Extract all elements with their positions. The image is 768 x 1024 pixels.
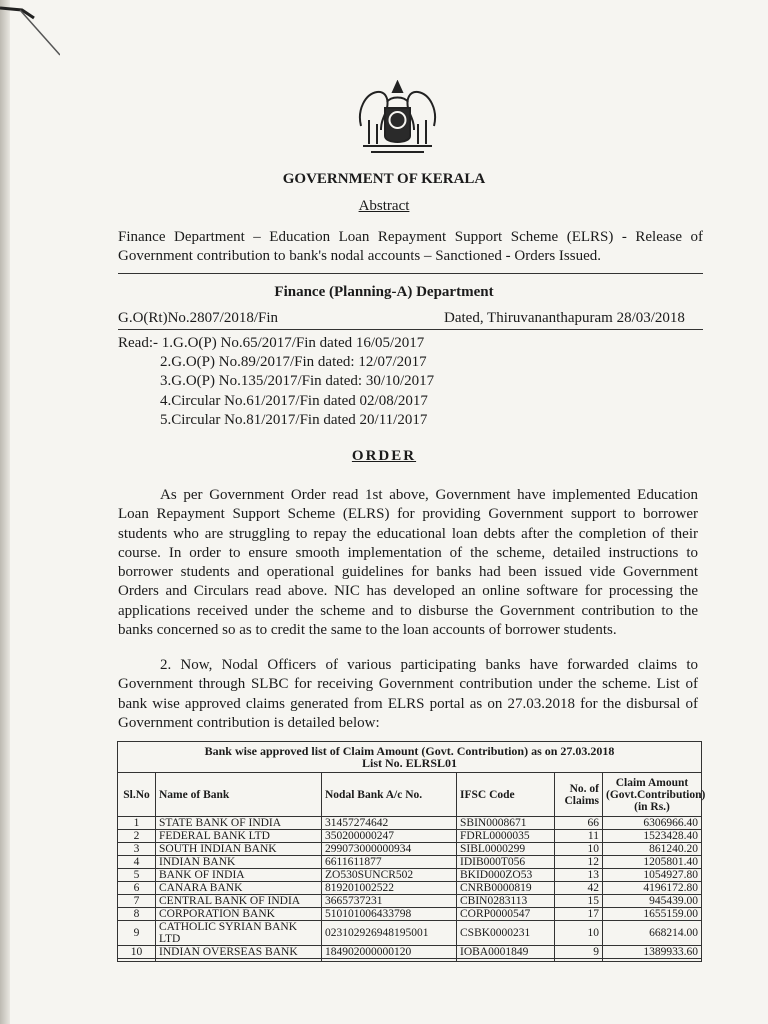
cell-slno: 9 [118,921,156,946]
cell-account: 819201002522 [322,882,457,895]
cell-account: 184902000000120 [322,946,457,959]
cell-slno: 5 [118,869,156,882]
cell-bank: STATE BANK OF INDIA [156,817,322,830]
cell-bank: INDIAN BANK [156,856,322,869]
table-list-no: List No. ELRSL01 [361,756,458,770]
cell-bank: SOUTH INDIAN BANK [156,843,322,856]
government-title: GOVERNMENT OF KERALA [282,171,486,187]
cell-bank: BANK OF INDIA [156,869,322,882]
cell-slno: 7 [118,895,156,908]
table-row [118,830,702,843]
cell-amount: 945439.00 [603,895,702,908]
cell-amount: 4196172.80 [603,882,702,895]
table-header-row [118,773,702,817]
abstract-label: Abstract [358,198,410,214]
cell-amount: 668214.00 [603,921,702,946]
paragraph-1: As per Government Order read 1st above, Government have implemented Education Loan Repayment Support Scheme (ELRS) for providing Government support to borrower students who are struggling to repay the educational loan debts after the completion of their course. In order to ensure smooth implementation of the scheme, detailed instructions to borrower students and operational guidelines for banks had been issued vide Government Orders and Circulars read above. NIC has developed an online software for processing the applications received under the scheme and to disburse the Government contribution to the banks concerned so as to credit the same to the loan accounts of borrower students. [118,487,698,639]
go-date: Dated, Thiruvananthapuram 28/03/2018 [444,310,685,326]
cell-claims: 13 [555,869,603,882]
col-header-slno: Sl.No [118,773,156,817]
cell-slno: 8 [118,908,156,921]
cell-claims: 10 [555,921,603,946]
paragraph-2: 2. Now, Nodal Officers of various participating banks have forwarded claims to Government through SLBC for receiving Government contribution under the scheme. List of bank wise approved claims generated from ELRS portal as on 27.03.2018 for the disbursal of Government contribution is detailed below: [118,657,698,731]
cell-bank: CANARA BANK [156,882,322,895]
order-heading [0,448,768,465]
cell-ifsc: CBIN0283113 [457,895,555,908]
cell-slno: 3 [118,843,156,856]
cell-slno: 1 [118,817,156,830]
cell-claims: 9 [555,946,603,959]
cell-ifsc: IDIB000T056 [457,856,555,869]
kerala-emblem-icon [355,80,440,158]
cell-account: 31457274642 [322,817,457,830]
cell-slno: 4 [118,856,156,869]
table-title: Bank wise approved list of Claim Amount (Govt. Contribution) as on 27.03.2018 [204,744,615,758]
claims-table [117,741,706,962]
table-row [118,817,702,830]
table-row-partial [118,959,702,962]
table-row [118,908,702,921]
cell-ifsc: FDRL0000035 [457,830,555,843]
cell-amount: 1389933.60 [603,946,702,959]
cell-ifsc: CNRB0000819 [457,882,555,895]
cell-ifsc: SIBL0000299 [457,843,555,856]
cell-ifsc: IOBA0001849 [457,946,555,959]
cell-ifsc: SBIN0008671 [457,817,555,830]
cell-bank: CENTRAL BANK OF INDIA [156,895,322,908]
table-row [118,882,702,895]
table-row [118,895,702,908]
col-header-amount: Claim Amount (Govt.Contribution) (in Rs.) [603,773,702,817]
department-title: Finance (Planning-A) Department [274,284,494,300]
col-header-account: Nodal Bank A/c No. [322,773,457,817]
cell-claims: 10 [555,843,603,856]
table-row [118,869,702,882]
cell-account: 023102926948195001 [322,921,457,946]
cell-account: ZO530SUNCR502 [322,869,457,882]
col-header-claims: No. of Claims [555,773,603,817]
cell-amount: 861240.20 [603,843,702,856]
table-row [118,843,702,856]
divider-go [118,329,703,330]
cell-bank: INDIAN OVERSEAS BANK [156,946,322,959]
cell-amount: 1655159.00 [603,908,702,921]
read-reference: Read:- 1.G.O(P) No.65/2017/Fin dated 16/05/2017 [118,335,425,351]
cell-amount: 1054927.80 [603,869,702,882]
cell-bank: CORPORATION BANK [156,908,322,921]
col-header-bank: Name of Bank [156,773,322,817]
table-row [118,856,702,869]
cell-account: 3665737231 [322,895,457,908]
cell-ifsc: CORP0000547 [457,908,555,921]
read-reference: 5.Circular No.81/2017/Fin dated 20/11/2017 [160,411,428,428]
divider-top [118,273,703,274]
cell-amount: 1205801.40 [603,856,702,869]
cell-slno: 2 [118,830,156,843]
cell-ifsc: CSBK0000231 [457,921,555,946]
cell-bank: CATHOLIC SYRIAN BANK LTD [156,921,322,946]
table-caption [118,742,702,773]
read-references [118,334,434,430]
cell-amount: 6306966.40 [603,817,702,830]
cell-amount: 1523428.40 [603,830,702,843]
cell-slno: 6 [118,882,156,895]
cell-claims: 11 [555,830,603,843]
cell-account: 350200000247 [322,830,457,843]
read-reference: 2.G.O(P) No.89/2017/Fin dated: 12/07/2017 [160,354,427,371]
cell-account: 6611611877 [322,856,457,869]
go-number: G.O(Rt)No.2807/2018/Fin [118,310,279,326]
cell-claims: 17 [555,908,603,921]
cell-claims: 12 [555,856,603,869]
cell-bank: FEDERAL BANK LTD [156,830,322,843]
order-subject: Finance Department – Education Loan Repayment Support Scheme (ELRS) - Release of Government contribution to bank's nodal accounts – Sanctioned - Orders Issued. [118,229,703,264]
table-row [118,921,702,946]
order-heading-text: ORDER [351,448,417,464]
cell-account: 510101006433798 [322,908,457,921]
staple-mark [0,0,60,60]
page-binding-edge [0,0,10,1024]
cell-claims: 42 [555,882,603,895]
cell-claims: 66 [555,817,603,830]
cell-account: 299073000000934 [322,843,457,856]
read-reference: 4.Circular No.61/2017/Fin dated 02/08/2017 [160,392,428,409]
read-reference: 3.G.O(P) No.135/2017/Fin dated: 30/10/2017 [160,373,435,390]
cell-claims: 15 [555,895,603,908]
cell-ifsc: BKID000ZO53 [457,869,555,882]
col-header-ifsc: IFSC Code [457,773,555,817]
cell-slno: 10 [118,946,156,959]
table-row [118,946,702,959]
